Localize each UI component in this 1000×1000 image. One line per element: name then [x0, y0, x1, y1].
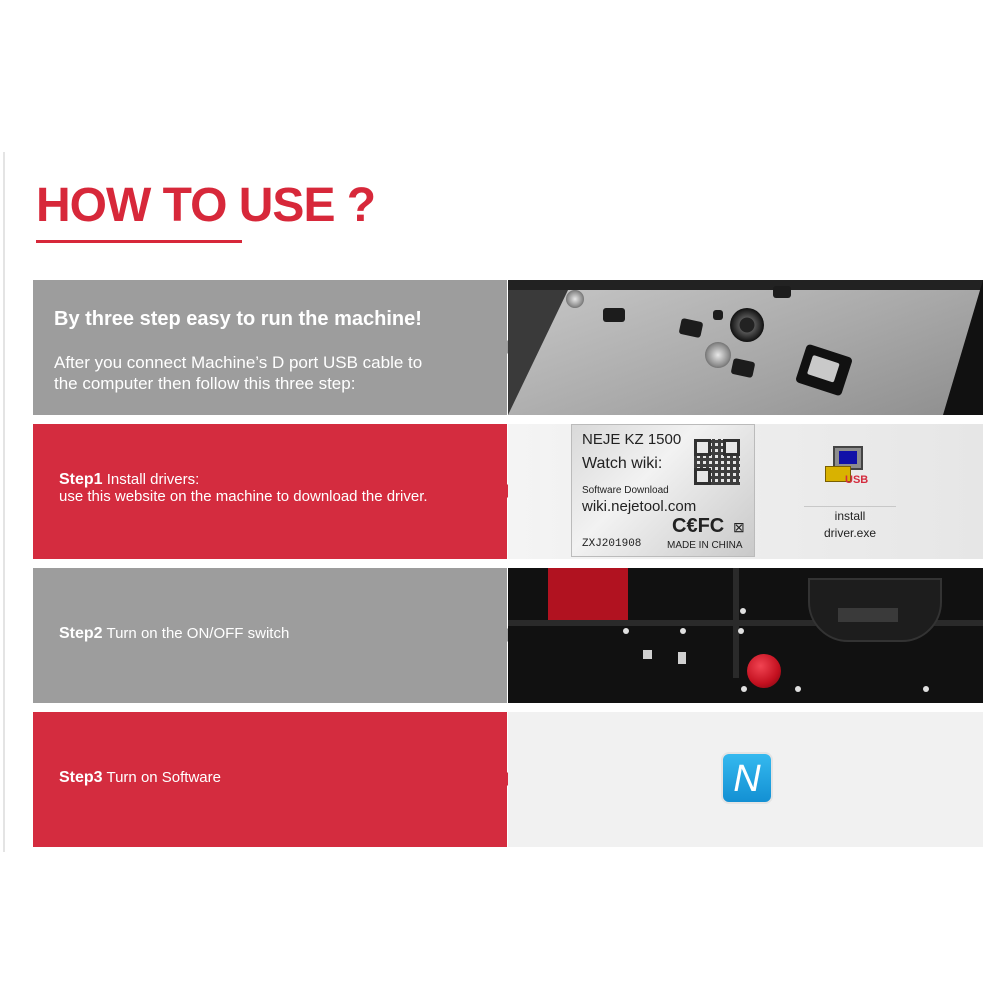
- step2-panel: [33, 568, 507, 703]
- step1-row: [33, 424, 983, 559]
- step2-line1: Turn on the ON/OFF switch: [106, 625, 290, 642]
- step3-label: Step3: [59, 769, 103, 786]
- step3-text: [59, 768, 221, 787]
- usb-port-icon: [795, 344, 853, 397]
- software-panel: [508, 712, 983, 847]
- dc-jack-icon: [730, 308, 764, 342]
- intro-row: [33, 280, 983, 415]
- intro-line-1: After you connect Machine’s D port USB cable to: [54, 353, 423, 372]
- device-wiki-url: wiki.nejetool.com: [582, 498, 697, 515]
- step2-label: Step2: [59, 625, 103, 642]
- step1-panel: [33, 424, 507, 559]
- dc-jack-icon: [678, 652, 686, 664]
- step3-line1: Turn on Software: [106, 769, 221, 786]
- screw-icon: [566, 290, 584, 308]
- driver-caption-line2: driver.exe: [823, 526, 877, 540]
- step1-line1: Install drivers:: [106, 471, 200, 488]
- title-underline: [36, 240, 242, 243]
- usb-port-icon: [643, 650, 652, 659]
- qr-code-icon: [694, 439, 740, 485]
- device-label-sticker: [571, 424, 755, 557]
- weee-bin-icon: ⊠: [733, 519, 745, 535]
- machine-switch-photo: [508, 568, 983, 703]
- step3-panel: [33, 712, 507, 847]
- device-model: NEJE KZ 1500: [582, 431, 682, 448]
- power-switch-icon: [747, 654, 781, 688]
- app-icon-letter: N: [733, 758, 761, 800]
- driver-download-panel: [508, 424, 983, 559]
- intro-description: [54, 352, 422, 394]
- device-serial: ZXJ201908: [582, 538, 642, 550]
- certification-marks: C€FC: [672, 515, 725, 537]
- page-title: HOW TO USE ?: [36, 179, 376, 232]
- screw-icon: [705, 342, 731, 368]
- usb-driver-icon[interactable]: [825, 446, 873, 490]
- step2-text: [59, 624, 289, 643]
- intro-line-2: the computer then follow this three step:: [54, 374, 356, 393]
- intro-headline: By three step easy to run the machine!: [54, 308, 422, 330]
- step3-row: [33, 712, 983, 847]
- intro-panel: [33, 280, 507, 415]
- device-origin: MADE IN CHINA: [667, 540, 743, 551]
- driver-caption-line1: install: [834, 509, 866, 523]
- device-watch-wiki: Watch wiki:: [582, 455, 663, 472]
- driver-caption: [808, 508, 892, 542]
- usb-port-photo: [508, 280, 983, 415]
- left-edge-line: [3, 152, 5, 852]
- step1-label: Step1: [59, 471, 103, 488]
- step2-row: [33, 568, 983, 703]
- step1-line2: use this website on the machine to download the driver.: [59, 488, 428, 505]
- device-software-download: Software Download: [582, 485, 669, 496]
- neje-app-icon[interactable]: [721, 752, 773, 804]
- usb-badge: USB: [845, 474, 869, 486]
